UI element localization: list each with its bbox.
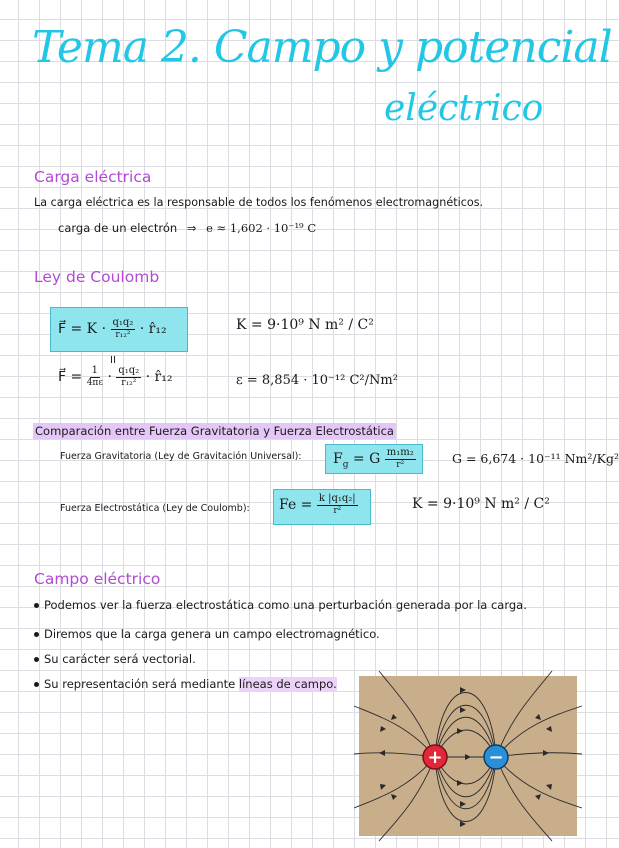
bullet-text: Podemos ver la fuerza electrostática como una perturbación generada por la carga. (44, 598, 527, 612)
grav-formula: $F_g = G$ $\frac{\text{m₁m₂}}{\text{r²}}$ (333, 447, 414, 470)
dipole-field-image (359, 676, 577, 836)
carga-text: La carga eléctrica es la responsable de todos los fenómenos electromagnéticos. (34, 196, 484, 209)
heading-campo: Campo eléctrico (34, 570, 161, 588)
elec-label: Fuerza Electrostática (Ley de Coulomb): (60, 503, 250, 514)
bullet-icon (34, 682, 39, 687)
bullet-icon (34, 632, 39, 637)
electron-value: e ≈ 1,602 · 10⁻¹⁹ C (206, 221, 317, 235)
k-constant: K = 9·10⁹ N m² / C² (236, 317, 374, 333)
bullet-icon (34, 603, 39, 608)
electron-line (58, 221, 316, 235)
elec-formula: Fe = $\frac{\text{k |q₁q₂|}}{\text{r²}}$ (279, 493, 356, 516)
g-constant: G = 6,674 · 10⁻¹¹ Nm²/Kg² (452, 451, 619, 466)
grav-formula-box (325, 444, 423, 474)
bullet-text: Su representación será mediante (44, 677, 239, 691)
epsilon-constant: ε = 8,854 · 10⁻¹² C²/Nm² (236, 373, 398, 388)
negative-sign: − (488, 747, 504, 768)
coulomb-formula-box (50, 307, 188, 352)
bullet-text: Diremos que la carga genera un campo electromagnético. (44, 627, 380, 641)
k-constant-2: K = 9·10⁹ N m² / C² (412, 496, 550, 512)
campo-bullet-1 (34, 598, 527, 612)
implies-arrow: ⇒ (186, 221, 197, 235)
electron-label: carga de un electrón (58, 221, 178, 235)
highlight-text: líneas de campo. (238, 677, 337, 691)
grav-label: Fuerza Gravitatoria (Ley de Gravitación Universal): (60, 451, 302, 462)
coulomb-formula-epsilon: F⃗ = $\frac{1}{4\pi\varepsilon}$ · $\frac{\text{q₁q₂}}{\text{r₁₂²}}$ · r̂₁₂ (58, 365, 173, 388)
page-title: Tema 2. Campo y potencial (32, 22, 612, 73)
heading-carga: Carga eléctrica (34, 168, 152, 186)
coulomb-formula: F⃗ = K · $\frac{\text{q₁q₂}}{\text{r₁₂²}}$ · r̂₁₂ (58, 317, 167, 340)
heading-coulomb: Ley de Coulomb (34, 268, 160, 286)
campo-bullet-2 (34, 627, 380, 641)
field-lines-diagram (359, 676, 577, 836)
campo-bullet-4 (34, 677, 337, 691)
bullet-text: Su carácter será vectorial. (44, 652, 196, 666)
positive-sign: + (427, 747, 443, 768)
equals-mark: II (110, 355, 116, 366)
heading-comparacion: Comparación entre Fuerza Gravitatoria y Fuerza Electrostática (35, 424, 394, 438)
page-title-line2: eléctrico (384, 88, 544, 129)
bullet-icon (34, 657, 39, 662)
campo-bullet-3 (34, 652, 196, 666)
elec-formula-box (273, 489, 371, 525)
